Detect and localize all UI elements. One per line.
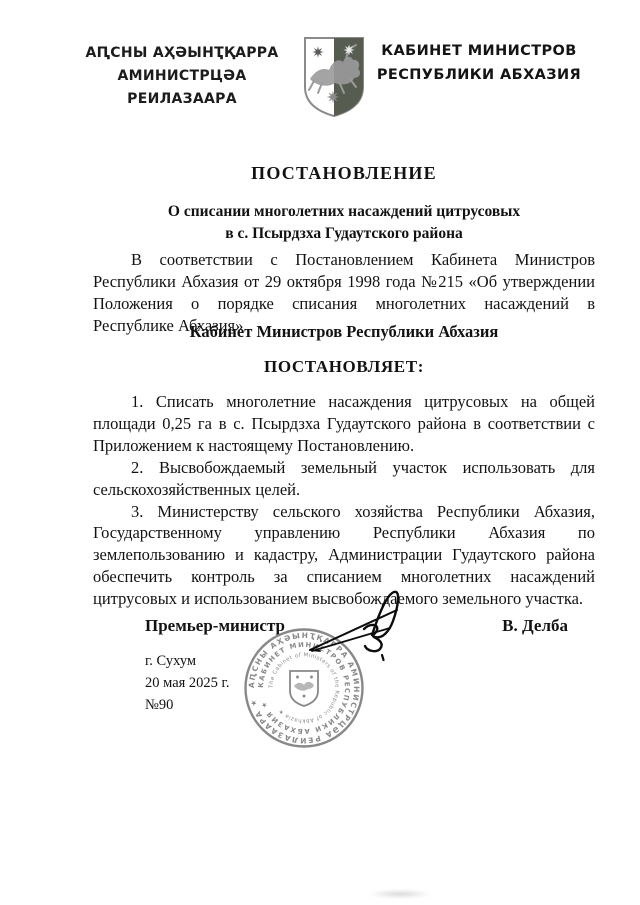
header-abkhaz-name bbox=[68, 42, 296, 111]
header-abkhaz-line1: АԤСНЫ АҲӘЫНҬҚАРРА bbox=[85, 45, 279, 61]
signer-name: В. Делба bbox=[502, 616, 568, 635]
header-abkhaz-line2: АМИНИСТРЦӘА РЕИЛАЗААРА bbox=[117, 68, 247, 107]
subject-line2: в с. Псырдзха Гудаутского района bbox=[225, 225, 463, 242]
decree-items bbox=[93, 391, 595, 610]
issue-city: г. Сухум bbox=[145, 653, 197, 669]
signer-post: Премьер-министр bbox=[145, 616, 285, 635]
issue-block bbox=[145, 650, 230, 716]
decree-item-2: 2. Высвобождаемый земельный участок использовать для сельскохозяйственных целей. bbox=[93, 457, 595, 499]
seal-center-shield bbox=[290, 671, 318, 706]
header-russian-line2: РЕСПУБЛИКИ АБХАЗИЯ bbox=[376, 67, 582, 83]
decree-item-3: 3. Министерству сельского хозяйства Республики Абхазия, Государственному управлению Республики Абхазия по землепользованию и кадастру, Администрации Гудаутского района обеспечить контроль за списанием многолетних насаждений цитрусовых и использованием высвобождаемого земельного участка. bbox=[93, 501, 595, 609]
decreeing-body-line: Кабинет Министров Республики Абхазия bbox=[189, 322, 499, 341]
resolves-line: ПОСТАНОВЛЯЕТ: bbox=[264, 357, 424, 376]
header-russian-line1: КАБИНЕТ МИНИСТРОВ bbox=[381, 43, 577, 59]
handwritten-signature bbox=[294, 583, 426, 670]
issue-number: №90 bbox=[145, 697, 174, 713]
coat-of-arms-svg bbox=[302, 35, 366, 121]
coat-of-arms-icon bbox=[302, 35, 366, 126]
issue-date: 20 мая 2025 г. bbox=[145, 675, 230, 691]
seal-ring-middle-text: КАБИНЕТ МИНИСТРОВ РЕСПУБЛИКИ АБХАЗИЯ ★ bbox=[256, 640, 352, 736]
subject-line1: О списании многолетних насаждений цитрусовых bbox=[167, 203, 521, 220]
signature-svg bbox=[294, 583, 426, 665]
document-title: ПОСТАНОВЛЕНИЕ bbox=[251, 163, 437, 183]
preamble-paragraph: В соответствии с Постановлением Кабинета Министров Республики Абхазия от 29 октября 1998 года №215 «Об утверждении Положения о порядке списания многолетних насаждений в Республике Абхазия» bbox=[93, 250, 595, 335]
header-russian-name bbox=[376, 39, 582, 87]
seal-ring-inner-text: The Cabinet of Ministers of the Republic of Abkhazia ★ bbox=[268, 652, 340, 724]
scan-smudge-artifact bbox=[368, 890, 432, 898]
decree-item-1: 1. Списать многолетние насаждения цитрусовых на общей площади 0,25 га в с. Псырдзха Гудаутского района в соответствии с Приложением к настоящему Постановлению. bbox=[93, 392, 595, 455]
document-subject bbox=[93, 201, 595, 245]
seal-ring-outer-text: АԤСНЫ АҲӘЫНҬҚАРРА АМИНИСТРЦӘА РЕИЛАЗААРА ★ bbox=[246, 630, 362, 746]
